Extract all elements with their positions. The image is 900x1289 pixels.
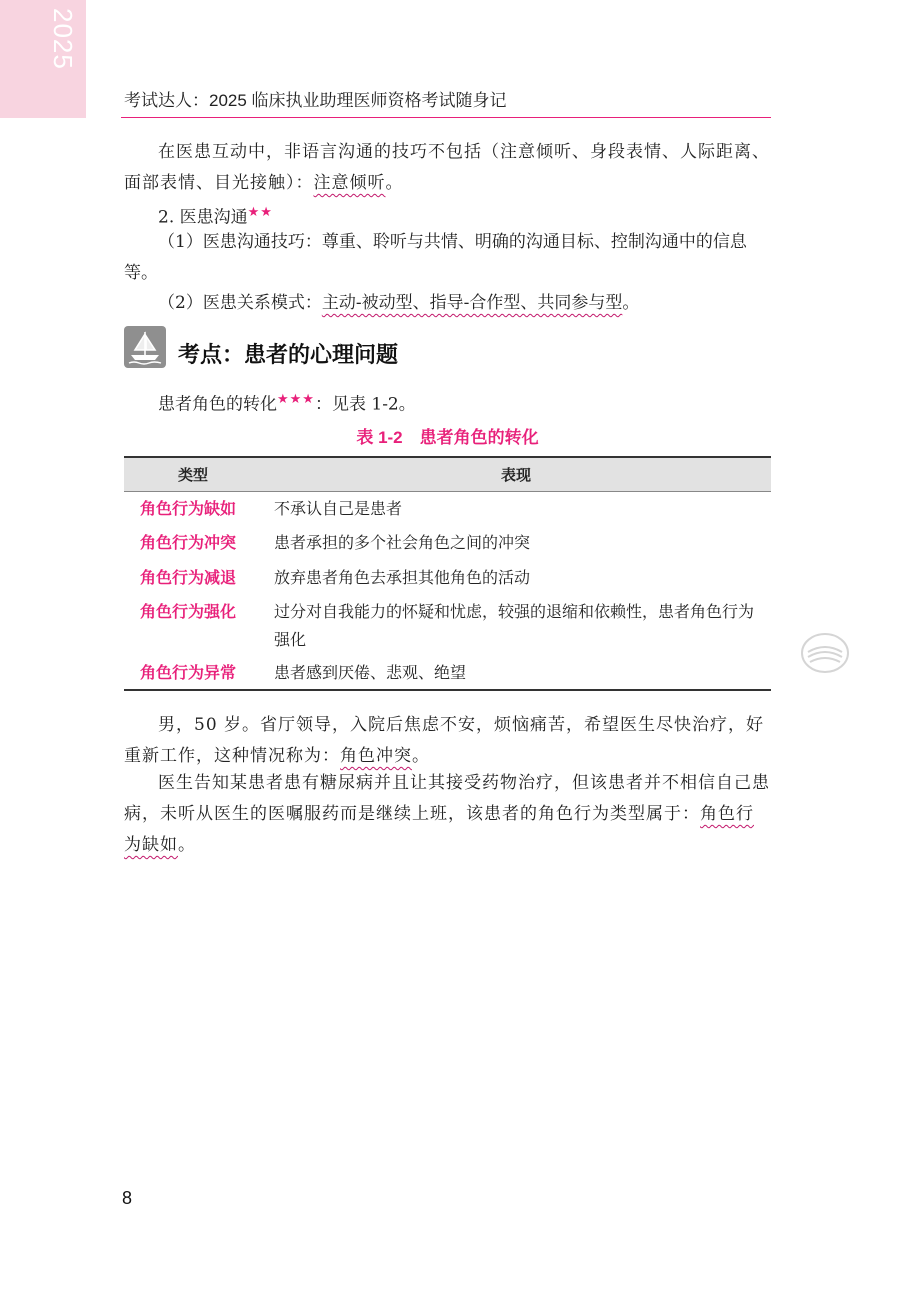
role-intro: [124, 384, 771, 421]
case-question-1-text: 男，50 岁。省厅领导，入院后焦虑不安，烦恼痛苦，希望医生尽快治疗，好重新工作，这种情况称为：: [124, 715, 765, 766]
case-question-2-end: 。: [178, 835, 196, 855]
table-header: [124, 458, 771, 491]
table-header-rule: [124, 491, 771, 492]
section-heading-text: 2. 医患沟通: [158, 207, 248, 228]
year-tab: [0, 0, 86, 118]
table-header-desc: 表现: [501, 467, 532, 484]
answer-relationship-models: 主动-被动型、指导-合作型、共同参与型: [321, 293, 623, 313]
table-cell-desc: 患者感到厌倦、悲观、绝望: [274, 663, 467, 682]
table-header-type: 类型: [178, 467, 209, 484]
sailboat-icon: [124, 326, 166, 368]
case-question-1: [124, 710, 771, 772]
table-caption: 表 1-2 患者角色的转化: [356, 428, 539, 447]
running-title: 考试达人：2025 临床执业助理医师资格考试随身记: [124, 91, 507, 110]
header-rule: [121, 117, 771, 118]
kaodian-title: 考点：患者的心理问题: [178, 342, 399, 367]
paragraph-nonverbal-text: 在医患互动中，非语言沟通的技巧不包括（注意倾听、身段表情、人际距离、面部表情、目光接触）：: [124, 142, 770, 193]
table-bottom-rule: [124, 689, 771, 691]
case-question-2-text: 医生告知某患者患有糖尿病并且让其接受药物治疗，但该患者并不相信自己患病，未听从医生的医嘱服药而是继续上班，该患者的角色行为类型属于：: [124, 773, 770, 824]
case-question-1-end: 。: [412, 746, 430, 766]
table-cell-type: 角色行为异常: [140, 663, 237, 682]
paragraph-nonverbal-end: 。: [385, 173, 404, 193]
item-communication-skills: （1）医患沟通技巧：尊重、聆听与共情、明确的沟通目标、控制沟通中的信息等。: [124, 232, 747, 283]
table-cell-type: 角色行为缺如: [140, 499, 237, 518]
table-cell-type: 角色行为强化: [140, 602, 237, 621]
table-cell-type: 角色行为冲突: [140, 533, 237, 552]
page-number: 8: [122, 1188, 133, 1208]
table-cell-desc: 过分对自我能力的怀疑和忧虑，较强的退缩和依赖性，患者角色行为强化: [274, 602, 755, 649]
role-intro-end: ：见表 1-2。: [314, 394, 416, 415]
paragraph-nonverbal: [124, 137, 771, 199]
year-tab-text: 2025: [48, 8, 78, 70]
star-rating: ★★★: [277, 392, 315, 407]
item-relationship-models: [124, 288, 771, 319]
star-rating: ★★: [247, 205, 273, 220]
logo-watermark-icon: [800, 632, 850, 678]
item-relationship-end: 。: [622, 293, 640, 313]
item-relationship-label: （2）医患关系模式：: [158, 293, 322, 313]
table-cell-type: 角色行为减退: [140, 568, 237, 587]
case-question-2: [124, 768, 771, 861]
answer-case-2: 角色行为缺如: [124, 804, 754, 855]
answer-case-1: 角色冲突: [340, 746, 412, 766]
table-cell-desc: 不承认自己是患者: [274, 499, 403, 518]
role-intro-text: 患者角色的转化: [158, 394, 277, 415]
table-cell-desc: 患者承担的多个社会角色之间的冲突: [274, 533, 531, 552]
table-cell-desc: 放弃患者角色去承担其他角色的活动: [274, 568, 531, 587]
answer-nonverbal: 注意倾听: [313, 173, 386, 193]
